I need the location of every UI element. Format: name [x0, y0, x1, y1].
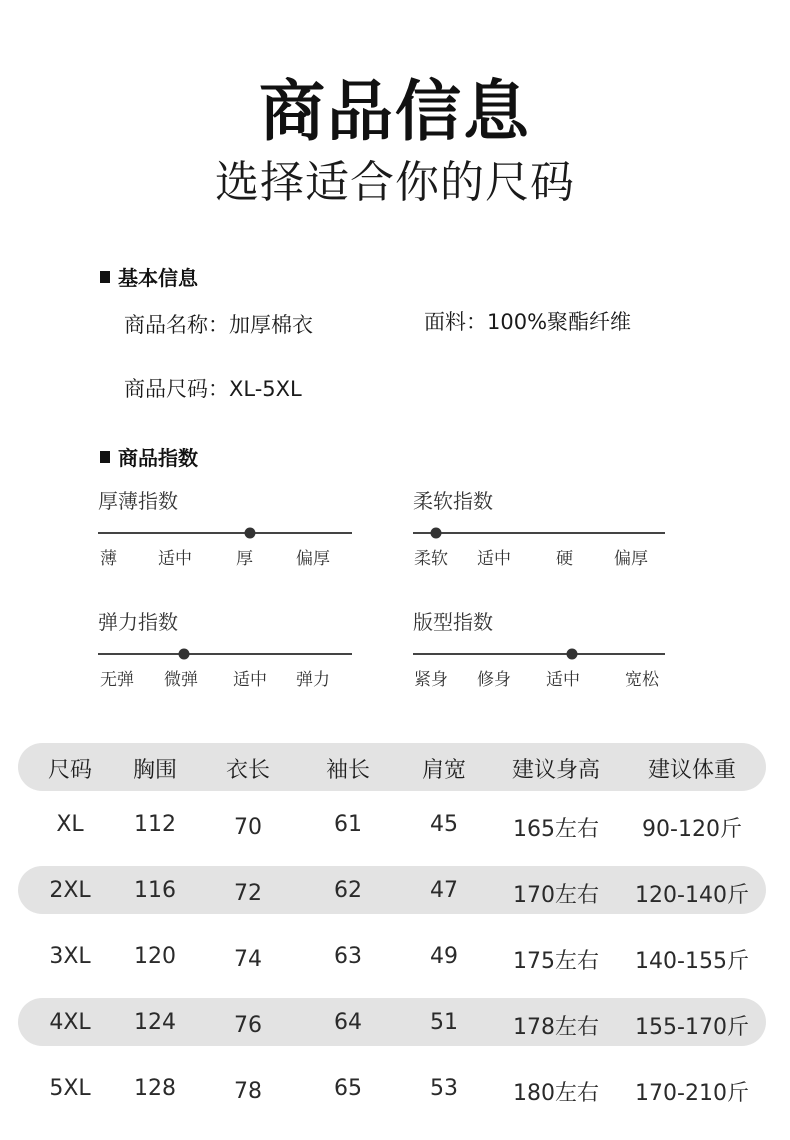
gauge-label: 微弹: [164, 670, 198, 690]
gauge-track: [98, 653, 352, 655]
gauge-label: 薄: [100, 549, 117, 569]
table-cell: 4XL: [49, 1010, 91, 1035]
table-cell: 120-140斤: [635, 883, 749, 908]
table-cell: 72: [234, 881, 262, 906]
table-header-cell: 尺码: [47, 758, 93, 783]
table-cell: 112: [134, 812, 176, 837]
square-bullet-icon: [100, 271, 110, 283]
product-name: 商品名称：加厚棉衣: [124, 313, 313, 337]
table-cell: 90-120斤: [642, 817, 742, 842]
gauge-label: 适中: [477, 549, 511, 569]
table-cell: 53: [430, 1076, 458, 1101]
gauge-track: [413, 532, 665, 534]
table-header-cell: 肩宽: [421, 758, 467, 783]
table-cell: 124: [134, 1010, 176, 1035]
table-cell: 116: [134, 878, 176, 903]
table-cell: 64: [334, 1010, 362, 1035]
gauge-label: 紧身: [414, 670, 448, 690]
gauge-title: 弹力指数: [98, 610, 178, 634]
table-cell: 140-155斤: [635, 949, 749, 974]
gauge-indicator: [566, 649, 577, 660]
gauge-label: 偏厚: [296, 549, 330, 569]
table-cell: 3XL: [49, 944, 91, 969]
fabric-info: 面料：100%聚酯纤维: [424, 310, 632, 334]
index-heading-text: 商品指数: [118, 446, 198, 470]
table-cell: 165左右: [513, 817, 599, 842]
gauge-label: 偏厚: [614, 549, 648, 569]
table-cell: XL: [56, 812, 84, 837]
gauge-label: 适中: [233, 670, 267, 690]
table-cell: 74: [234, 947, 262, 972]
table-header-cell: 衣长: [225, 758, 271, 783]
table-cell: 78: [234, 1079, 262, 1104]
size-range: 商品尺码：XL-5XL: [124, 377, 302, 401]
table-cell: 155-170斤: [635, 1015, 749, 1040]
basic-info-heading: [100, 262, 198, 291]
table-cell: 51: [430, 1010, 458, 1035]
table-cell: 61: [334, 812, 362, 837]
table-cell: 2XL: [49, 878, 91, 903]
page-title: 商品信息: [259, 73, 531, 150]
table-cell: 120: [134, 944, 176, 969]
gauge-label: 硬: [556, 549, 573, 569]
gauge-label: 宽松: [625, 670, 659, 690]
gauge-indicator: [430, 528, 441, 539]
table-cell: 63: [334, 944, 362, 969]
table-cell: 175左右: [513, 949, 599, 974]
gauge-title: 柔软指数: [413, 489, 493, 513]
gauge-label: 弹力: [296, 670, 330, 690]
table-cell: 178左右: [513, 1015, 599, 1040]
table-cell: 5XL: [49, 1076, 91, 1101]
table-cell: 76: [234, 1013, 262, 1038]
gauge-track: [413, 653, 665, 655]
table-header-cell: 袖长: [325, 758, 371, 783]
table-cell: 70: [234, 815, 262, 840]
table-cell: 49: [430, 944, 458, 969]
gauge-label: 修身: [477, 670, 511, 690]
gauge-title: 版型指数: [413, 610, 493, 634]
gauge-title: 厚薄指数: [98, 489, 178, 513]
gauge-label: 厚: [236, 549, 253, 569]
table-cell: 47: [430, 878, 458, 903]
table-cell: 170-210斤: [635, 1081, 749, 1106]
table-cell: 65: [334, 1076, 362, 1101]
gauge-label: 适中: [546, 670, 580, 690]
gauge-label: 柔软: [414, 549, 448, 569]
table-header-cell: 胸围: [132, 758, 178, 783]
table-header-cell: 建议身高: [511, 758, 601, 783]
table-cell: 170左右: [513, 883, 599, 908]
table-cell: 180左右: [513, 1081, 599, 1106]
table-cell: 62: [334, 878, 362, 903]
table-cell: 128: [134, 1076, 176, 1101]
gauge-indicator: [245, 528, 256, 539]
gauge-indicator: [179, 649, 190, 660]
basic-info-heading-text: 基本信息: [118, 266, 198, 290]
gauge-label: 适中: [158, 549, 192, 569]
table-cell: 45: [430, 812, 458, 837]
square-bullet-icon: [100, 451, 110, 463]
index-heading: [100, 442, 198, 471]
gauge-label: 无弹: [100, 670, 134, 690]
table-header-cell: 建议体重: [647, 758, 737, 783]
page-subtitle: 选择适合你的尺码: [215, 157, 575, 208]
gauge-track: [98, 532, 352, 534]
